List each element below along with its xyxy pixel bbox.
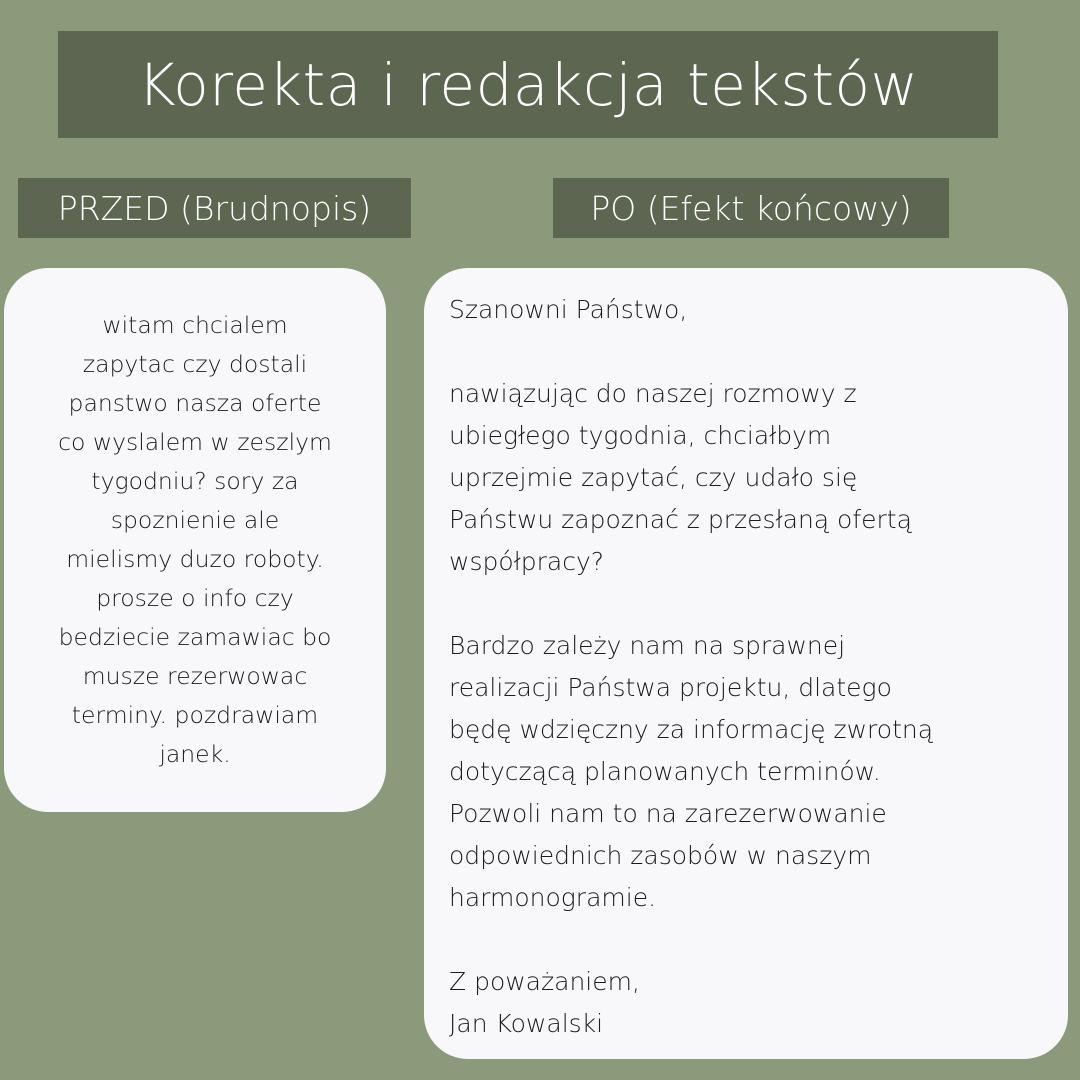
after-line xyxy=(449,583,1061,625)
after-line: Państwu zapoznać z przesłaną ofertą xyxy=(449,505,912,534)
before-line: co wyslalem w zeszlym xyxy=(58,428,332,456)
after-text xyxy=(449,289,1061,1045)
before-line: janek. xyxy=(159,740,231,768)
after-line: uprzejmie zapytać, czy udało się xyxy=(449,463,858,492)
page-title xyxy=(58,31,998,138)
page-title-text: Korekta i redakcja tekstów xyxy=(137,50,919,119)
before-line: panstwo nasza oferte xyxy=(68,389,322,417)
before-card xyxy=(4,268,386,812)
before-line: spoznienie ale xyxy=(110,506,280,534)
after-line xyxy=(449,331,1061,373)
before-label-text: PRZED (Brudnopis) xyxy=(57,188,372,228)
after-line: nawiązując do naszej rozmowy z xyxy=(449,379,857,408)
after-line: dotyczącą planowanych terminów. xyxy=(449,757,881,786)
before-line: bedziecie zamawiac bo xyxy=(58,623,332,651)
before-label xyxy=(18,178,411,238)
after-line: Pozwoli nam to na zarezerwowanie xyxy=(449,799,887,828)
after-line: ubiegłego tygodnia, chciałbym xyxy=(449,421,832,450)
after-line: współpracy? xyxy=(449,547,605,576)
after-line: odpowiednich zasobów w naszym xyxy=(449,841,872,870)
after-card xyxy=(424,268,1068,1059)
after-line xyxy=(449,919,1061,961)
after-label-text: PO (Efekt końcowy) xyxy=(590,188,912,228)
after-line: Szanowni Państwo, xyxy=(449,295,688,324)
after-line: Jan Kowalski xyxy=(449,1009,604,1038)
before-line: musze rezerwowac xyxy=(82,662,308,690)
after-label xyxy=(553,178,949,238)
before-line: zapytac czy dostali xyxy=(82,350,308,378)
before-line: tygodniu? sory za xyxy=(91,467,299,495)
before-line: prosze o info czy xyxy=(96,584,294,612)
after-line: będę wdzięczny za informację zwrotną xyxy=(449,715,934,744)
before-line: witam chcialem xyxy=(102,311,288,339)
before-text xyxy=(18,306,372,774)
before-line: terminy. pozdrawiam xyxy=(71,701,319,729)
after-line: harmonogramie. xyxy=(449,883,657,912)
after-line: Bardzo zależy nam na sprawnej xyxy=(449,631,846,660)
after-line: realizacji Państwa projektu, dlatego xyxy=(449,673,892,702)
after-line: Z poważaniem, xyxy=(449,967,640,996)
before-line: mielismy duzo roboty. xyxy=(66,545,324,573)
